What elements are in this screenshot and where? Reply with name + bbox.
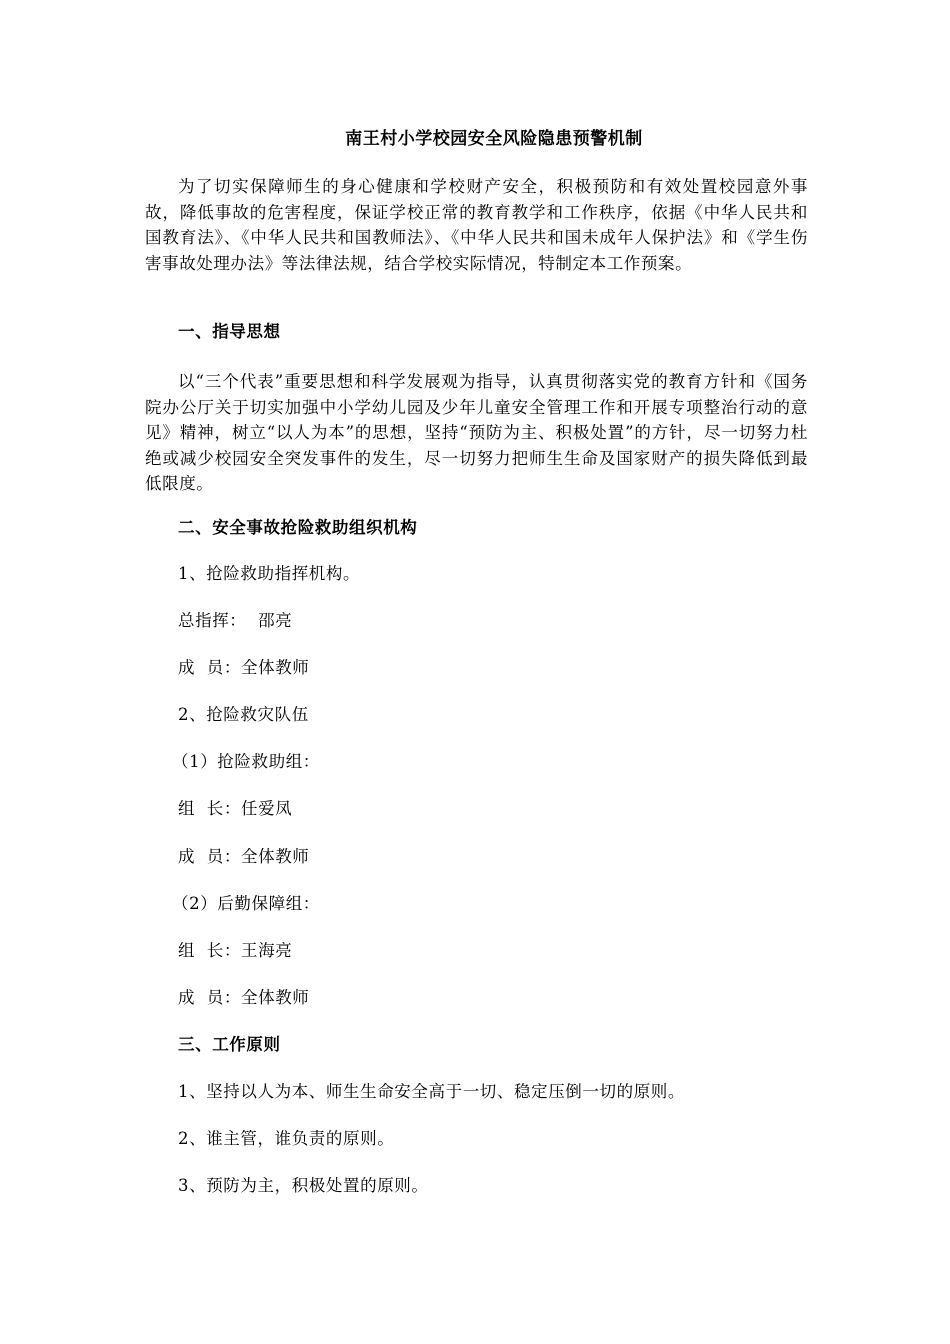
list-item: 成 员：全体教师 bbox=[178, 847, 310, 866]
list-item: 1、抢险救助指挥机构。 bbox=[178, 564, 361, 583]
list-item: 组 长：王海亮 bbox=[178, 941, 293, 960]
list-item: 2、谁主管，谁负责的原则。 bbox=[178, 1129, 395, 1148]
list-item: 组 长：任爱凤 bbox=[178, 799, 293, 818]
intro-paragraph: 为了切实保障师生的身心健康和学校财产安全，积极预防和有效处置校园意外事故，降低事故的危害程度，保证学校正常的教育教学和工作秩序，依据《中华人民共和国教育法》、《中华人民共和国教师法》、《中华人民共和国未成年人保护法》和《学生伤害事故处理办法》等法律法规，结合学校实际情况，特制定本工作预案。 bbox=[145, 177, 808, 273]
document-title: 南王村小学校园安全风险隐患预警机制 bbox=[345, 129, 643, 149]
list-item: （1）抢险救助组： bbox=[172, 752, 320, 771]
list-item: 成 员：全体教师 bbox=[178, 658, 310, 677]
section-heading-guiding-ideology: 一、指导思想 bbox=[178, 322, 281, 341]
list-item: 1、坚持以人为本、师生生命安全高于一切、稳定压倒一切的原则。 bbox=[178, 1082, 685, 1101]
list-item: 3、预防为主，积极处置的原则。 bbox=[178, 1176, 429, 1195]
section-heading-principles: 三、工作原则 bbox=[178, 1035, 281, 1054]
section-heading-organization: 二、安全事故抢险救助组织机构 bbox=[178, 518, 418, 537]
guiding-ideology-paragraph: 以“三个代表”重要思想和科学发展观为指导，认真贯彻落实党的教育方针和《国务院办公厅关于切实加强中小学幼儿园及少年儿童安全管理工作和开展专项整治行动的意见》精神，树立“以人为本”的思想，坚持“预防为主、积极处置”的方针，尽一切努力杜绝或减少校园安全突发事件的发生，尽一切努力把师生生命及国家财产的损失降低到最低限度。 bbox=[145, 372, 808, 493]
list-item: （2）后勤保障组： bbox=[172, 894, 320, 913]
list-item: 总指挥： 邵亮 bbox=[178, 611, 293, 630]
list-item: 成 员：全体教师 bbox=[178, 988, 310, 1007]
list-item: 2、抢险救灾队伍 bbox=[178, 705, 309, 724]
